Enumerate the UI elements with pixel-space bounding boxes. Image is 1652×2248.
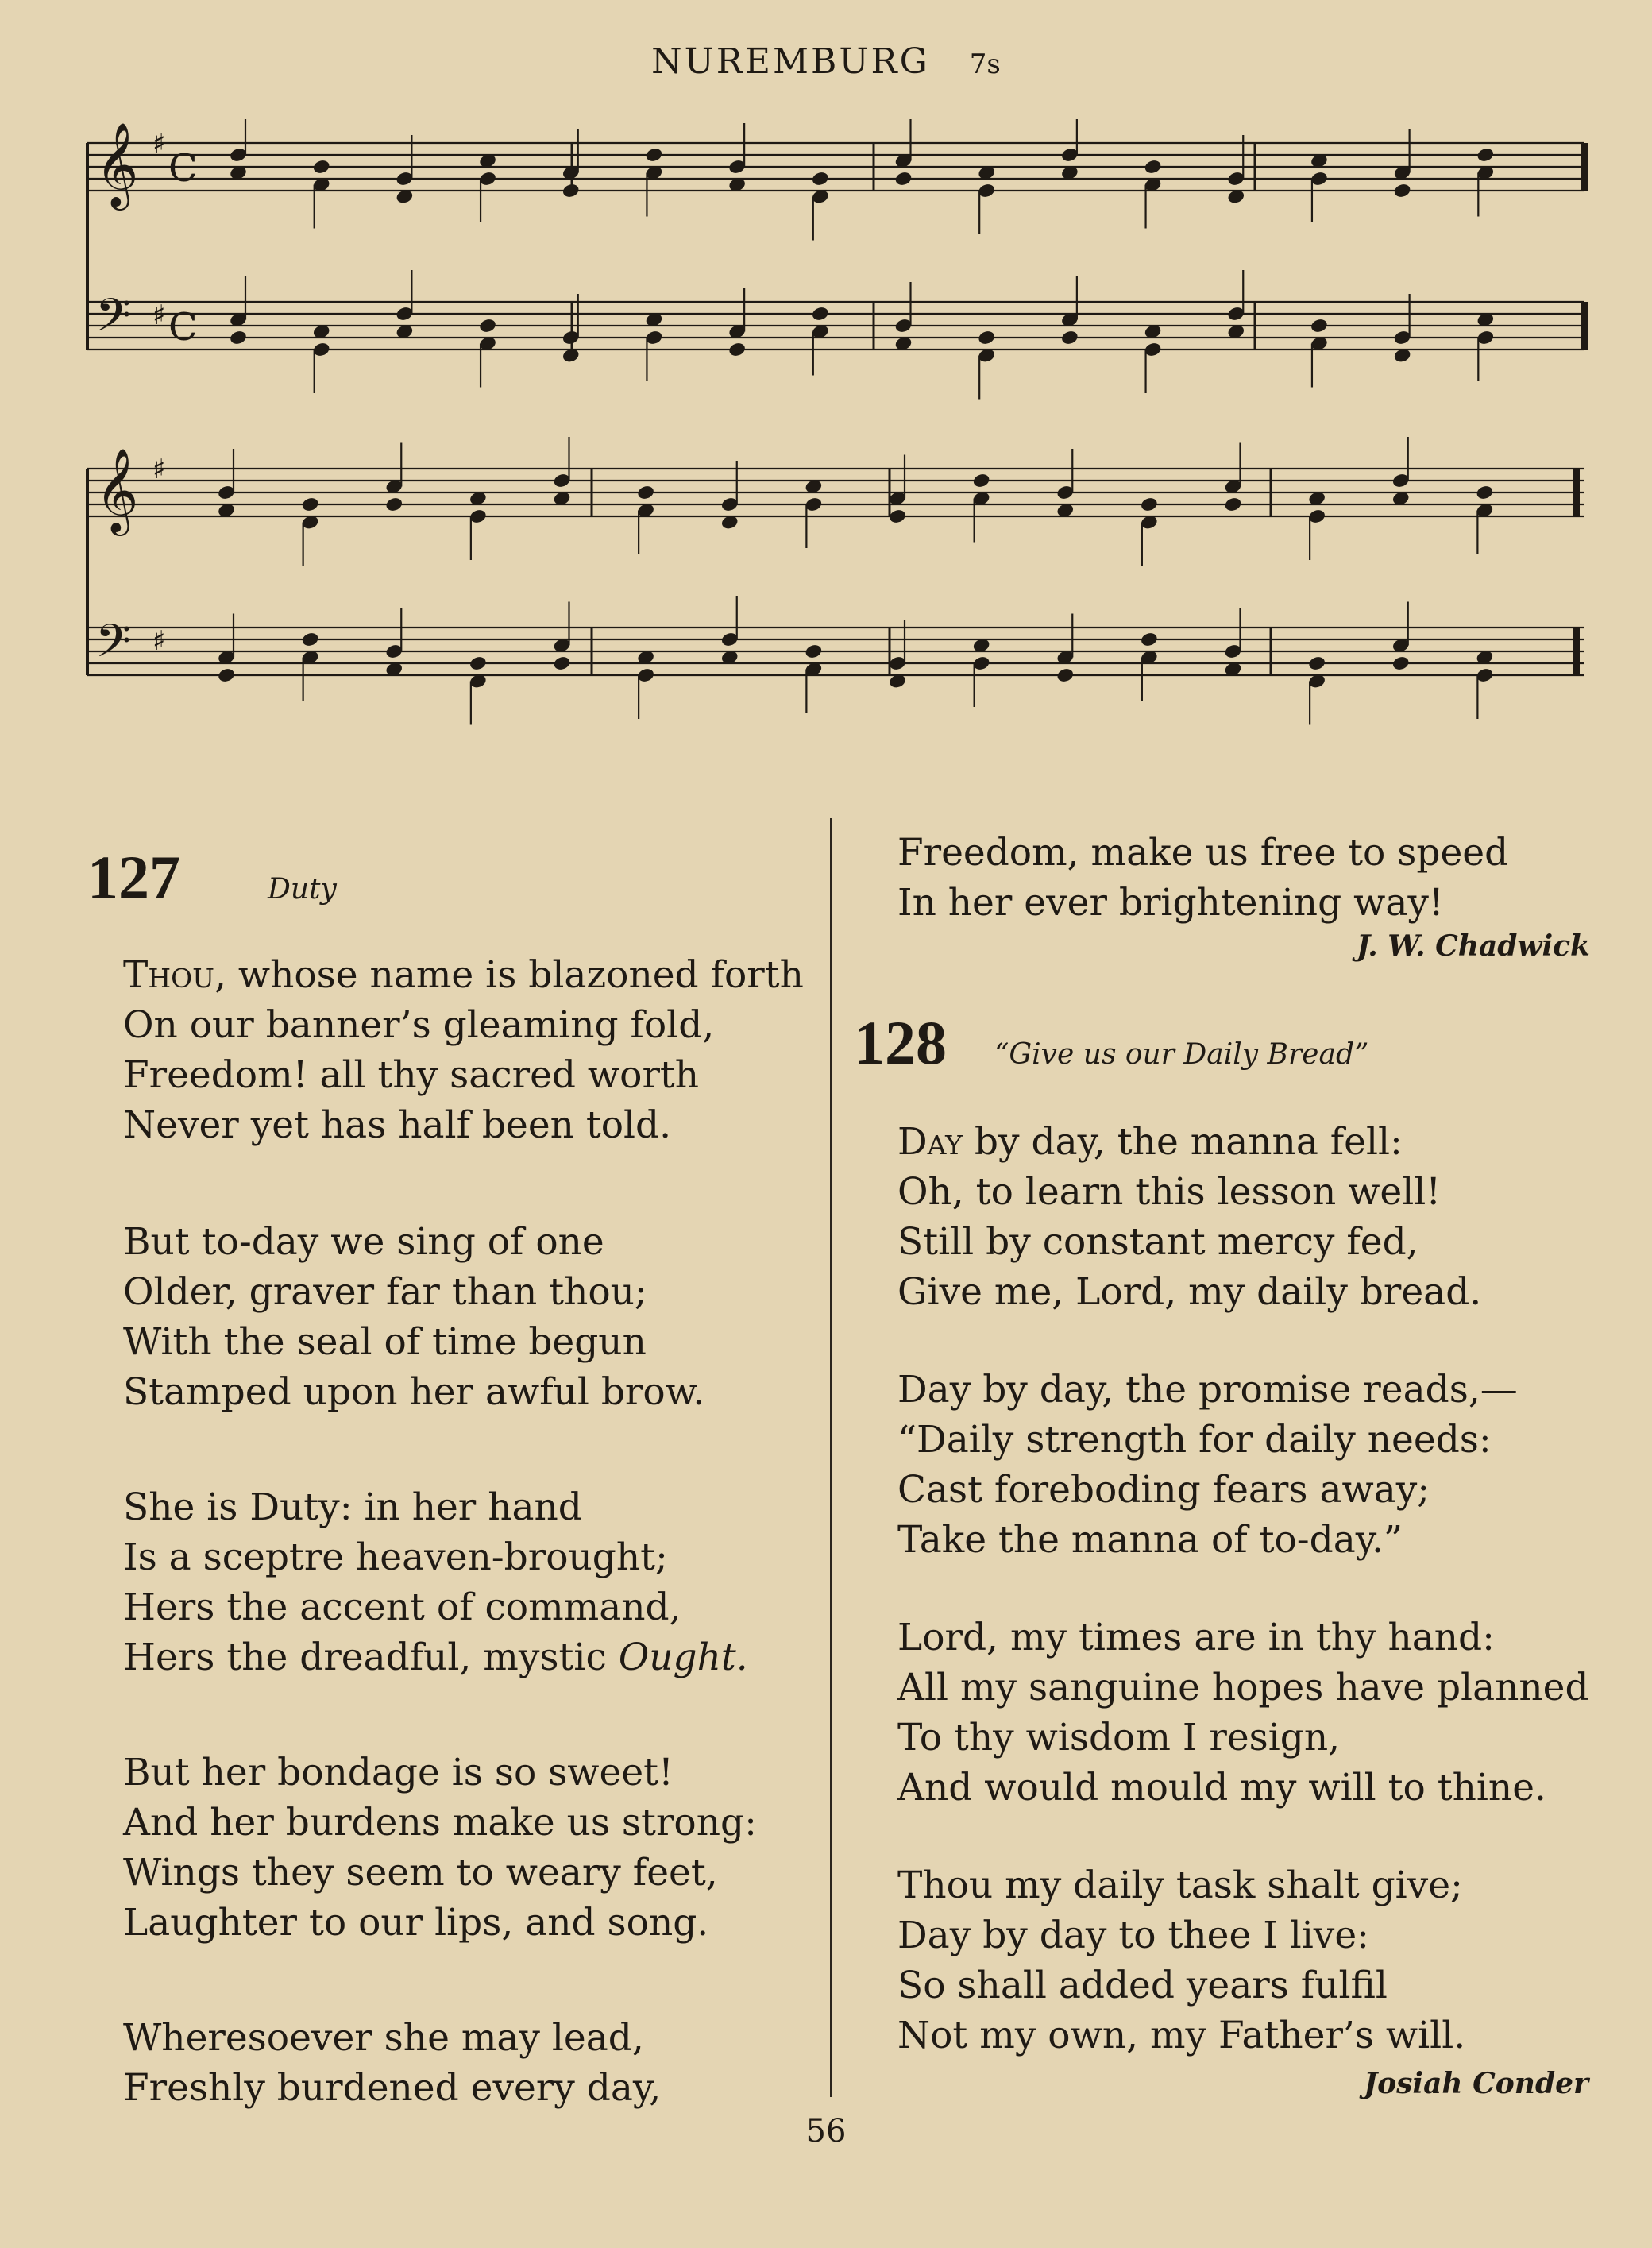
verse-line: So shall added years fulfil xyxy=(897,1964,1388,2007)
note-head xyxy=(478,318,497,334)
bass-clef-icon: 𝄢 xyxy=(95,614,132,679)
verse-line: Thou my daily task shalt give; xyxy=(897,1864,1463,1907)
note-head xyxy=(553,655,572,672)
verse-line: Take the manna of to-day.” xyxy=(897,1518,1403,1562)
note-head xyxy=(562,183,581,199)
note-head xyxy=(301,496,320,513)
verse-line: Hers the dreadful, mystic xyxy=(123,1636,619,1679)
note-head xyxy=(644,147,663,164)
stanza-lead-word: Day xyxy=(897,1120,963,1164)
verse-line: Lord, my times are in thy hand: xyxy=(897,1616,1495,1659)
verse-line: Day by day to thee I live: xyxy=(897,1914,1369,1957)
verse-line: Hers the accent of command, xyxy=(123,1586,681,1629)
hymn-127-stanza-2 xyxy=(123,1217,704,1417)
note-head xyxy=(1144,159,1163,176)
verse-line: Older, graver far than thou; xyxy=(123,1270,647,1314)
hymn-127-author: J. W. Chadwick xyxy=(1356,929,1590,963)
verse-line: Day by day, the promise reads,— xyxy=(897,1368,1518,1412)
verse-line: Wings they seem to weary feet, xyxy=(123,1851,718,1895)
verse-line: But to-day we sing of one xyxy=(123,1220,604,1264)
verse-line: She is Duty: in her hand xyxy=(123,1485,582,1529)
note-head xyxy=(888,508,907,525)
verse-line: And her burdens make us strong: xyxy=(123,1801,757,1844)
key-sharp-icon: ♯ xyxy=(152,128,166,160)
hymn-number: 127 xyxy=(87,843,180,912)
hymn-127-stanza-1 xyxy=(123,950,804,1150)
note-head xyxy=(301,632,320,648)
note-head xyxy=(1307,655,1326,672)
note-head xyxy=(1060,330,1079,346)
hymn-127-heading xyxy=(87,842,337,913)
hymn-127-stanza-5b xyxy=(897,828,1508,928)
verse-line: Laughter to our lips, and song. xyxy=(123,1901,709,1945)
verse-line: But her bondage is so sweet! xyxy=(123,1751,674,1794)
key-sharp-icon: ♯ xyxy=(152,625,166,657)
hymn-128-heading xyxy=(854,1007,1368,1079)
note-head xyxy=(636,485,655,501)
verse-line: All my sanguine hopes have planned xyxy=(897,1666,1589,1709)
hymn-128-stanza-1 xyxy=(897,1117,1481,1317)
verse-line: “Daily strength for daily needs: xyxy=(897,1418,1492,1462)
tune-name: NUREMBURG xyxy=(651,41,930,82)
hymn-number: 128 xyxy=(854,1008,947,1077)
verse-line: Cast foreboding fears away; xyxy=(897,1468,1430,1512)
note-head xyxy=(1224,496,1243,513)
note-head xyxy=(1475,485,1494,501)
note-head xyxy=(1476,147,1495,164)
note-head xyxy=(1393,183,1412,199)
note-head xyxy=(972,473,991,489)
hymn-title: Duty xyxy=(268,873,337,906)
verse-line: Oh, to learn this lesson well! xyxy=(897,1170,1442,1214)
note-head xyxy=(229,330,248,346)
hymn-127-stanza-4 xyxy=(123,1748,757,1948)
key-sharp-icon: ♯ xyxy=(152,299,166,331)
time-signature-icon: C xyxy=(168,305,198,350)
verse-line: Still by constant mercy fed, xyxy=(897,1220,1418,1264)
treble-clef-icon: 𝄞 xyxy=(95,447,139,532)
music-score xyxy=(0,119,1652,818)
note-head xyxy=(217,667,236,684)
verse-line: And would mould my will to thine. xyxy=(897,1766,1546,1810)
tune-meter: 7s xyxy=(969,48,1001,80)
note-head xyxy=(811,306,830,323)
note-head xyxy=(1140,496,1159,513)
note-head xyxy=(804,643,823,660)
note-head xyxy=(1391,655,1411,672)
verse-line: On our banner’s gleaming fold, xyxy=(123,1003,715,1047)
hymn-127-stanza-5a xyxy=(123,2013,661,2113)
bass-clef-icon: 𝄢 xyxy=(95,288,132,353)
hymn-128-stanza-4 xyxy=(897,1860,1465,2061)
time-signature-icon: C xyxy=(168,146,198,191)
verse-line: Not my own, my Father’s will. xyxy=(897,2014,1466,2057)
column-divider xyxy=(830,818,832,2097)
note-head xyxy=(811,171,830,187)
hymn-127-stanza-3 xyxy=(123,1482,748,1682)
note-head xyxy=(312,159,331,176)
verse-line: With the seal of time begun xyxy=(123,1320,647,1364)
verse-line: In her ever brightening way! xyxy=(897,881,1444,925)
verse-line: , whose name is blazoned forth xyxy=(214,953,804,997)
note-head xyxy=(469,655,488,672)
note-head xyxy=(1056,667,1075,684)
hymn-128-stanza-3 xyxy=(897,1613,1589,1813)
verse-line: Give me, Lord, my daily bread. xyxy=(897,1270,1482,1314)
verse-line: To thy wisdom I resign, xyxy=(897,1716,1341,1759)
key-sharp-icon: ♯ xyxy=(152,454,166,485)
note-head xyxy=(1140,632,1159,648)
note-head xyxy=(977,330,996,346)
treble-clef-icon: 𝄞 xyxy=(95,122,139,207)
note-head xyxy=(728,342,747,358)
verse-line: Freedom, make us free to speed xyxy=(897,831,1509,875)
note-head xyxy=(384,496,403,513)
verse-italic-word: Ought. xyxy=(618,1636,748,1679)
page-number: 56 xyxy=(805,2113,847,2150)
verse-line: Wheresoever she may lead, xyxy=(123,2016,644,2060)
verse-line: Freedom! all thy sacred worth xyxy=(123,1053,700,1097)
hymn-128-stanza-2 xyxy=(897,1365,1518,1565)
note-head xyxy=(894,171,913,187)
verse-line: Stamped upon her awful brow. xyxy=(123,1370,705,1414)
verse-line: Never yet has half been told. xyxy=(123,1103,672,1147)
note-head xyxy=(1310,318,1329,334)
hymn-128-author: Josiah Conder xyxy=(1364,2067,1588,2100)
verse-line: Freshly burdened every day, xyxy=(123,2066,662,2110)
stanza-lead-word: Thou xyxy=(123,953,214,997)
verse-line: by day, the manna fell: xyxy=(962,1120,1403,1164)
verse-line: Is a sceptre heaven-brought; xyxy=(123,1535,668,1579)
hymn-title: “Give us our Daily Bread” xyxy=(994,1038,1369,1071)
tune-header xyxy=(0,41,1652,82)
